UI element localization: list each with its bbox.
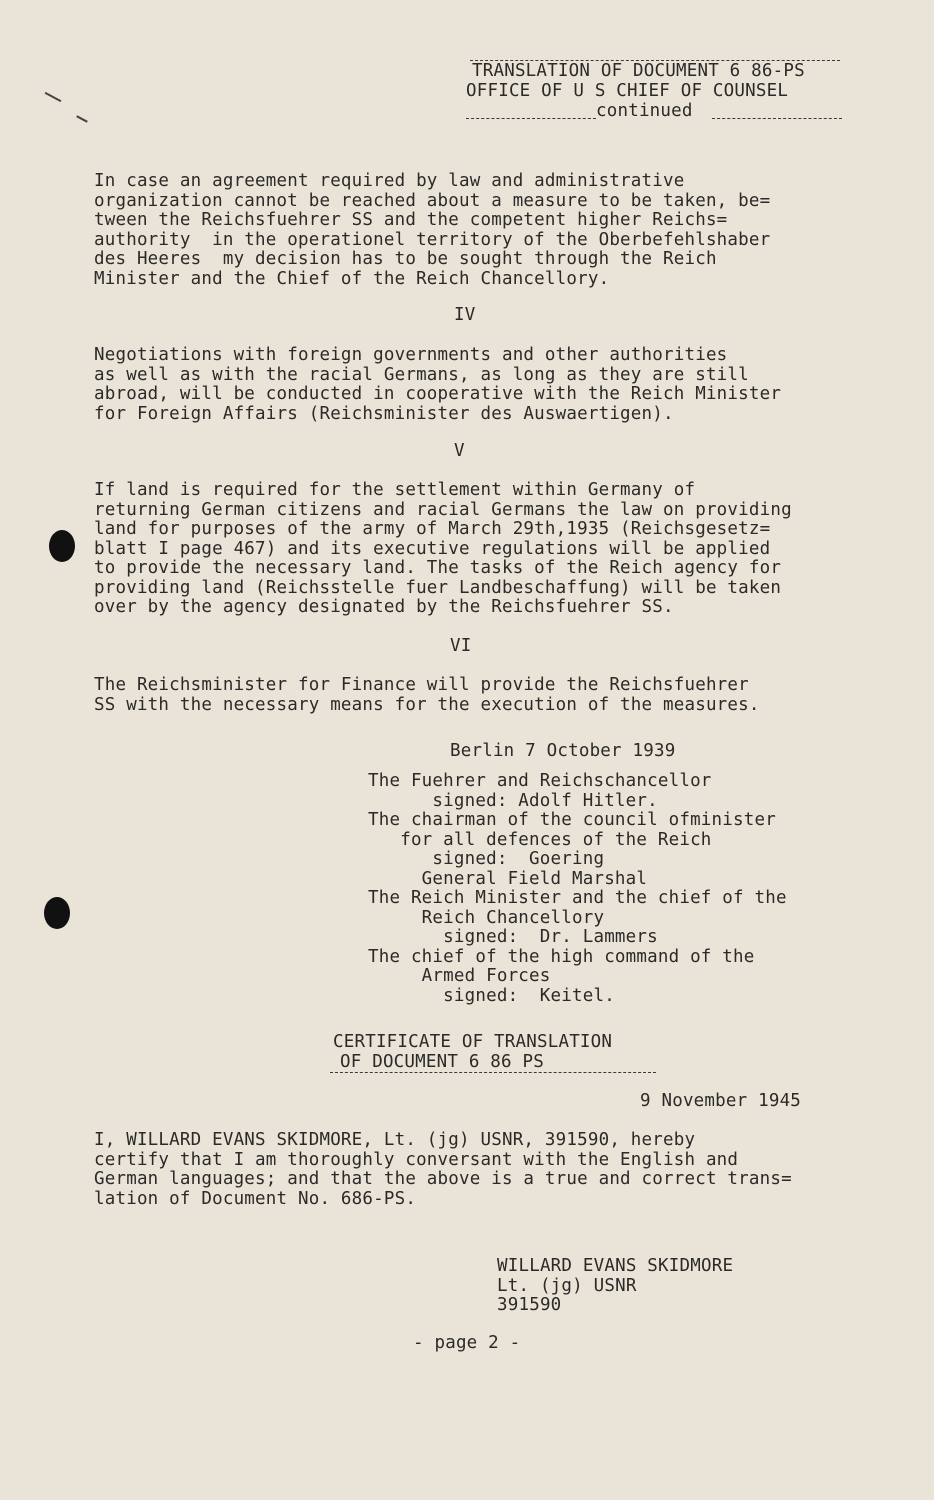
section-numeral-iv: IV (454, 305, 476, 325)
place-date: Berlin 7 October 1939 (450, 741, 676, 761)
signer-name: WILLARD EVANS SKIDMORE (497, 1256, 734, 1276)
certificate-body: I, WILLARD EVANS SKIDMORE, Lt. (jg) USNR, 391590, hereby certify that I am thoroughly conversant with the English and German languages; and that the above is a true and correct trans= lation of Document No. 686-PS. (94, 1130, 792, 1209)
header-line-2: OFFICE OF U S CHIEF OF COUNSEL (466, 81, 789, 101)
paragraph-finance: The Reichsminister for Finance will provide the Reichsfuehrer SS with the necessary means for the execution of the measures. (94, 675, 760, 715)
signer-number: 391590 (497, 1295, 562, 1315)
header-continued: continued (596, 101, 693, 121)
header-continued-rule-left (466, 118, 596, 120)
header-line-1: TRANSLATION OF DOCUMENT 6 86-PS (472, 61, 805, 81)
punch-hole-icon (49, 530, 75, 562)
signature-block: The Fuehrer and Reichschancellor signed: Adolf Hitler. The chairman of the council ofminister for all defences of the Reich signed: Goering General Field Marshal The Reich Minister and the chief of the Reich Chancellory signed: Dr. Lammers The chief of the high command of the Armed Forces signed: Keitel. (368, 771, 787, 1006)
margin-mark (76, 115, 88, 122)
section-numeral-v: V (454, 441, 465, 461)
certificate-title: CERTIFICATE OF TRANSLATION (333, 1032, 613, 1052)
header-continued-rule-right (712, 118, 842, 120)
page-number: - page 2 - (413, 1333, 521, 1353)
section-numeral-vi: VI (450, 636, 472, 656)
certificate-underline (330, 1072, 656, 1074)
punch-hole-icon (44, 897, 70, 929)
certificate-subtitle: OF DOCUMENT 6 86 PS (340, 1052, 544, 1072)
signer-rank: Lt. (jg) USNR (497, 1276, 637, 1296)
paragraph-land: If land is required for the settlement within Germany of returning German citizens and racial Germans the law on providing land for purposes of the army of March 29th,1935 (Reichsgesetz= blatt I page 467) and its executive regulations will be applied to provide the necessary land. The tasks of the Reich agency for providing land (Reichsstelle fuer Landbeschaffung) will be taken over by the agency designated by the Reichsfuehrer SS. (94, 480, 792, 617)
certificate-date: 9 November 1945 (640, 1091, 802, 1111)
paragraph-agreement: In case an agreement required by law and administrative organization cannot be reached about a measure to be taken, be= tween the Reichsfuehrer SS and the competent higher Reichs= authority in the operationel territory of the Oberbefehlshaber des Heeres my decision has to be sought through the Reich Minister and the Chief of the Reich Chancellory. (94, 171, 771, 289)
margin-mark (45, 92, 62, 102)
paragraph-negotiations: Negotiations with foreign governments and other authorities as well as with the racial Germans, as long as they are still abroad, will be conducted in cooperative with the Reich Minister for Foreign Affairs (Reichsminister des Auswaertigen). (94, 345, 782, 424)
